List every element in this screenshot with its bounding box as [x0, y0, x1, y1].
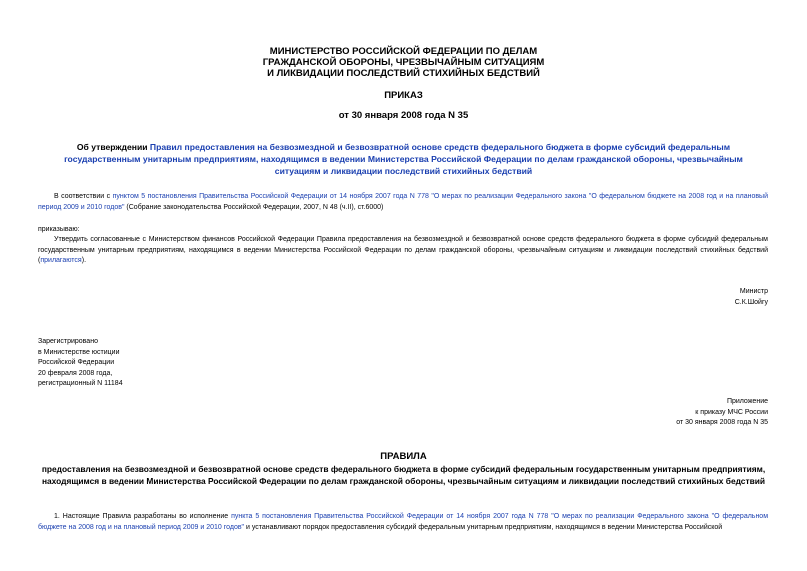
rules-subtitle: предоставления на безвозмездной и безвозвратной основе средств федерального бюджета в форме субсидий федеральным государственным унитарным предприятиям, находящимся в ведении Министерства Российской Федерации по делам гражданской обороны, чрезвычайным ситуациям и ликвидации последствий стихийных бедствий — [41, 464, 766, 486]
rules-p1-link-decree[interactable]: пункта 5 постановления Правительства Российской Федерации от 14 ноября 2007 года N 778 "О мерах по реализации Федерального закона "О федеральном бюджете на 2008 год и на плановый период 2009 и 2010 годов" — [38, 513, 769, 531]
appendix-line-1: Приложение — [726, 398, 768, 405]
registration-line-5: регистрационный N 11184 — [38, 380, 123, 387]
registration-line-1: Зарегистрировано — [38, 338, 98, 345]
registration-line-4: 20 февраля 2008 года, — [38, 369, 113, 377]
order-body-paragraph — [38, 235, 768, 267]
preamble-text-after: (Собрание законодательства Российской Федерации, 2007, N 48 (ч.II), ст.6000) — [124, 203, 384, 211]
signature-name: С.К.Шойгу — [734, 298, 768, 306]
preamble-paragraph — [38, 192, 768, 213]
registration-line-2: в Министерстве юстиции — [38, 348, 120, 356]
order-body-after: ). — [81, 257, 87, 264]
rules-paragraph-1 — [38, 512, 768, 533]
ministry-header — [0, 46, 807, 79]
prikazyvayu-label: приказываю: — [38, 226, 80, 233]
signature-block — [568, 287, 768, 308]
signature-position: Министр — [739, 288, 768, 295]
rules-p1-after: и устанавливают порядок предоставления субсидий федеральным унитарным предприятиям, находящимся в ведении Министерства Российской — [244, 523, 723, 531]
order-word: ПРИКАЗ — [384, 90, 423, 101]
rules-heading: ПРАВИЛА — [380, 451, 427, 462]
preamble-link-decree[interactable]: пунктом 5 постановления Правительства Российской Федерации от 14 ноября 2007 года N 778 "О мерах по реализации Федерального закона "О федеральном бюджете на 2008 год и на плановый период 2009 и 2010 годов" — [38, 193, 769, 211]
order-body-link-attached[interactable]: прилагаются — [40, 257, 82, 264]
ministry-line-1: МИНИСТЕРСТВО РОССИЙСКОЙ ФЕДЕРАЦИИ ПО ДЕЛАМ — [269, 46, 538, 57]
approval-title — [60, 141, 747, 177]
appendix-block — [568, 397, 768, 429]
preamble-text-before: В соответствии с — [54, 193, 113, 200]
ministry-line-3: И ЛИКВИДАЦИИ ПОСЛЕДСТВИЙ СТИХИЙНЫХ БЕДСТВИЙ — [267, 68, 540, 79]
rules-p1-before: 1. Настоящие Правила разработаны во исполнение — [54, 513, 232, 520]
approval-title-link[interactable]: Правил предоставления на безвозмездной и безвозвратной основе средств федерального бюджета в форме субсидий федеральным государственным унитарным предприятиям, находящимся в ведении Министерства Российской Федерации по делам гражданской обороны, чрезвычайным ситуациям и ликвидации последствий стихийных бедствий — [64, 142, 743, 176]
registration-line-3: Российской Федерации — [38, 359, 115, 366]
ministry-line-2: ГРАЖДАНСКОЙ ОБОРОНЫ, ЧРЕЗВЫЧАЙНЫМ СИТУАЦИЯМ — [262, 57, 545, 68]
registration-block — [38, 337, 238, 390]
order-date: от 30 января 2008 года N 35 — [338, 110, 469, 121]
approval-title-prefix: Об утверждении — [76, 142, 150, 152]
appendix-line-2: к приказу МЧС России — [695, 408, 768, 416]
appendix-line-3: от 30 января 2008 года N 35 — [676, 419, 768, 426]
order-body-before: Утвердить согласованные с Министерством финансов Российской Федерации Правила предоставления на безвозмездной и безвозвратной основе средств федерального бюджета в форме субсидий федеральным государственным унитарным предприятиям, находящимся в ведении Министерства Российской Федерации по делам гражданской обороны, чрезвычайным ситуациям и ликвидации последствий стихийных бедствий ( — [38, 236, 768, 264]
